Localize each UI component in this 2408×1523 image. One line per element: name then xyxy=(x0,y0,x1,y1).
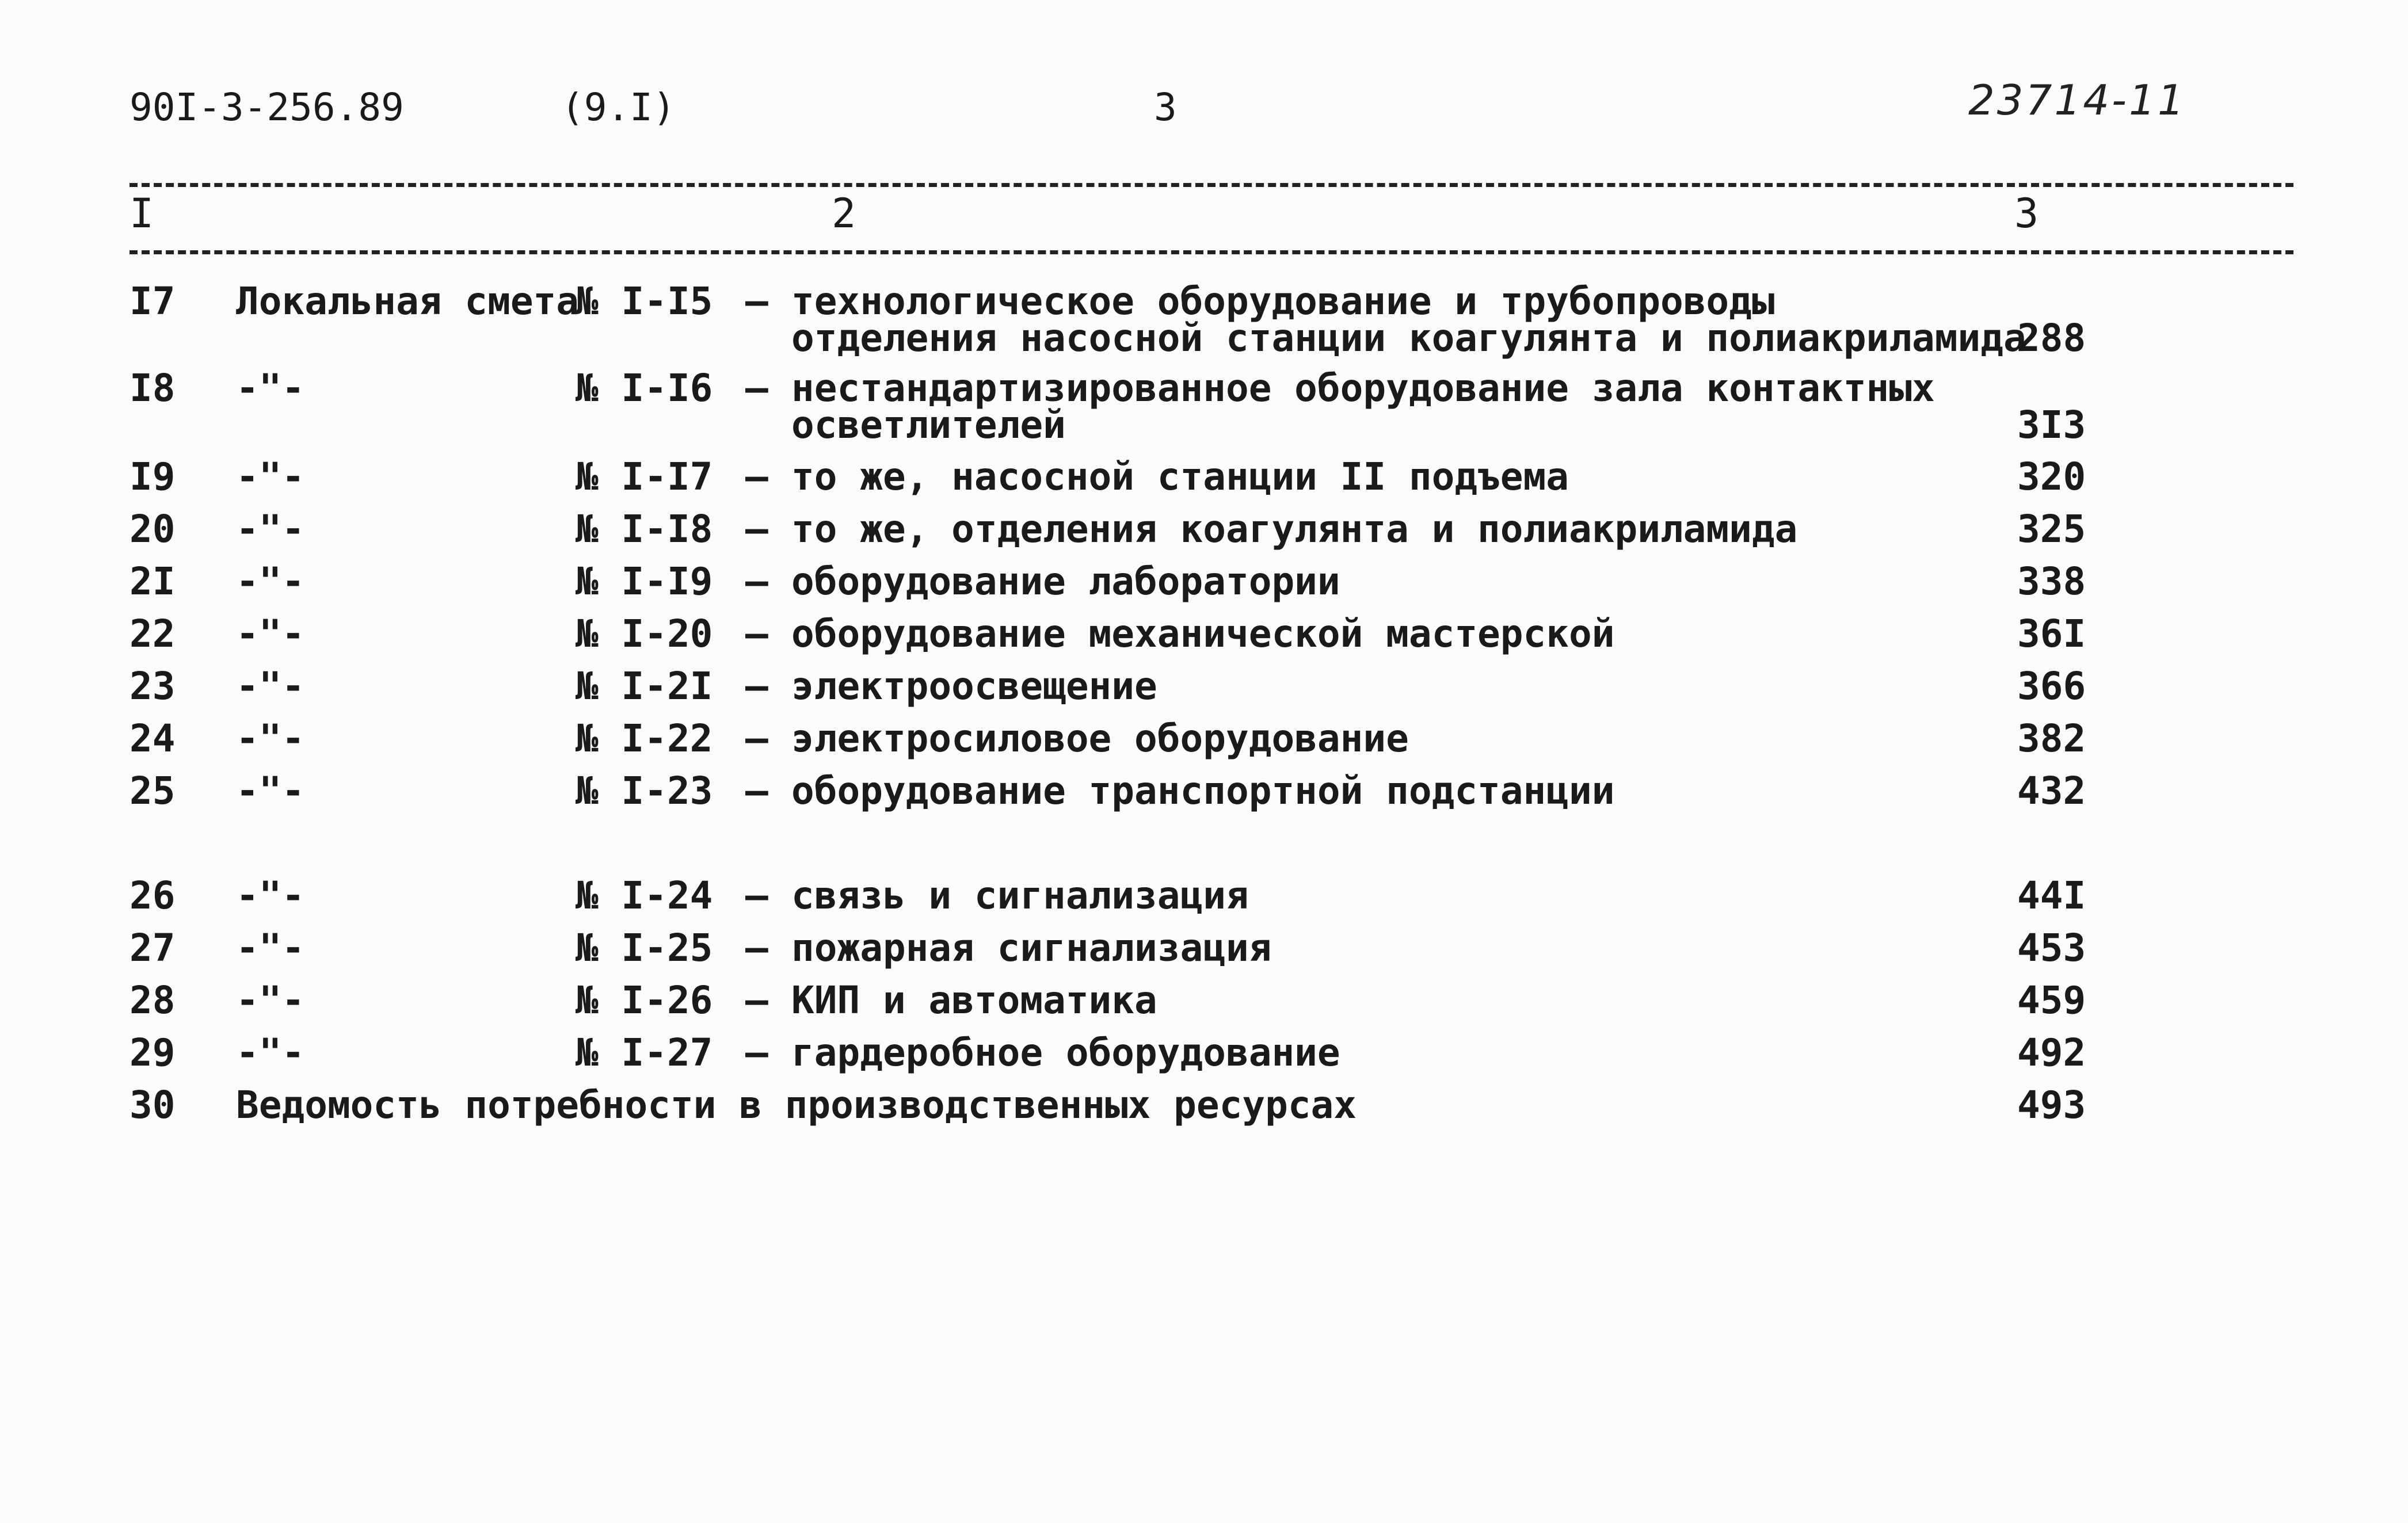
estimate-number: № I-24 xyxy=(576,873,713,918)
row-label: Локальная смета xyxy=(236,279,580,323)
row-description: оборудование механической мастерской xyxy=(791,612,1615,656)
row-description-continued: отделения насосной станции коагулянта и полиакриламида xyxy=(791,316,2026,360)
dashed-rule-top xyxy=(129,183,2293,187)
handwritten-note: 23714-11 xyxy=(1968,76,2186,124)
page-number: 3 xyxy=(1154,85,1177,129)
row-description: КИП и автоматика xyxy=(791,978,1157,1022)
estimate-number: № I-25 xyxy=(576,926,713,970)
estimate-number: № I-22 xyxy=(576,716,713,761)
row-label: -"- xyxy=(236,455,305,499)
row-number: 23 xyxy=(129,664,176,708)
row-number: 2I xyxy=(129,559,176,604)
row-label: -"- xyxy=(236,926,305,970)
estimate-number: № I-27 xyxy=(576,1030,713,1075)
table-row xyxy=(0,279,2408,360)
row-dash: – xyxy=(745,716,768,761)
row-number: 28 xyxy=(129,978,176,1022)
row-label: -"- xyxy=(236,873,305,918)
estimate-number: № I-I9 xyxy=(576,559,713,604)
row-label: -"- xyxy=(236,1030,305,1075)
row-number: 29 xyxy=(129,1030,176,1075)
row-dash: – xyxy=(745,455,768,499)
row-label: -"- xyxy=(236,769,305,813)
row-number: 25 xyxy=(129,769,176,813)
row-number: 22 xyxy=(129,612,176,656)
row-description: гардеробное оборудование xyxy=(791,1030,1340,1075)
row-dash: – xyxy=(745,873,768,918)
row-description: то же, отделения коагулянта и полиакриламида xyxy=(791,507,1798,551)
row-dash: – xyxy=(745,664,768,708)
row-dash: – xyxy=(745,978,768,1022)
row-label: -"- xyxy=(236,559,305,604)
document-code: 90I-3-256.89 xyxy=(129,85,404,129)
estimate-number: № I-23 xyxy=(576,769,713,813)
row-page: 382 xyxy=(2017,716,2086,761)
row-number: 27 xyxy=(129,926,176,970)
row-number: 24 xyxy=(129,716,176,761)
row-description: электросиловое оборудование xyxy=(791,716,1409,761)
row-number: 26 xyxy=(129,873,176,918)
estimate-number: № I-I7 xyxy=(576,455,713,499)
row-page: 492 xyxy=(2017,1030,2086,1075)
estimate-number: № I-I5 xyxy=(576,279,713,323)
row-number: 20 xyxy=(129,507,176,551)
estimate-number: № I-26 xyxy=(576,978,713,1022)
dashed-rule-bottom xyxy=(129,250,2293,254)
row-dash: – xyxy=(745,366,768,410)
row-label: -"- xyxy=(236,612,305,656)
table-row xyxy=(0,366,2408,447)
column-header-3: 3 xyxy=(2014,190,2039,237)
row-label: -"- xyxy=(236,366,305,410)
row-page: 493 xyxy=(2017,1083,2086,1127)
row-dash: – xyxy=(745,559,768,604)
row-description: нестандартизированное оборудование зала контактных xyxy=(791,366,1935,410)
row-dash: – xyxy=(745,612,768,656)
row-label: -"- xyxy=(236,507,305,551)
estimate-number: № I-I6 xyxy=(576,366,713,410)
row-description: оборудование лаборатории xyxy=(791,559,1340,604)
row-number: I9 xyxy=(129,455,176,499)
row-page: 320 xyxy=(2017,455,2086,499)
row-page: 44I xyxy=(2017,873,2086,918)
row-dash: – xyxy=(745,926,768,970)
section-number: (9.I) xyxy=(561,85,676,129)
row-description: то же, насосной станции II подъема xyxy=(791,455,1569,499)
row-page: 36I xyxy=(2017,612,2086,656)
row-page: 432 xyxy=(2017,769,2086,813)
row-dash: – xyxy=(745,1030,768,1075)
estimate-number: № I-I8 xyxy=(576,507,713,551)
row-number: I8 xyxy=(129,366,176,410)
row-description: связь и сигнализация xyxy=(791,873,1249,918)
row-description: пожарная сигнализация xyxy=(791,926,1272,970)
estimate-number: № I-20 xyxy=(576,612,713,656)
row-description: электроосвещение xyxy=(791,664,1157,708)
row-label: -"- xyxy=(236,664,305,708)
row-label: -"- xyxy=(236,716,305,761)
row-description: оборудование транспортной подстанции xyxy=(791,769,1615,813)
row-page: 3I3 xyxy=(2017,403,2086,447)
row-page: 453 xyxy=(2017,926,2086,970)
row-page: 325 xyxy=(2017,507,2086,551)
row-page: 366 xyxy=(2017,664,2086,708)
row-dash: – xyxy=(745,507,768,551)
row-dash: – xyxy=(745,769,768,813)
row-dash: – xyxy=(745,279,768,323)
row-number: I7 xyxy=(129,279,176,323)
row-page: 288 xyxy=(2017,316,2086,360)
column-header-2: 2 xyxy=(832,190,856,237)
row-label: -"- xyxy=(236,978,305,1022)
row-description-continued: осветлителей xyxy=(791,403,1066,447)
row-page: 338 xyxy=(2017,559,2086,604)
column-header-1: I xyxy=(129,190,154,237)
row-page: 459 xyxy=(2017,978,2086,1022)
row-description: технологическое оборудование и трубопроводы xyxy=(791,279,1775,323)
estimate-number: № I-2I xyxy=(576,664,713,708)
row-number: 30 xyxy=(129,1083,176,1127)
row-description: Ведомость потребности в производственных ресурсах xyxy=(236,1083,1357,1127)
